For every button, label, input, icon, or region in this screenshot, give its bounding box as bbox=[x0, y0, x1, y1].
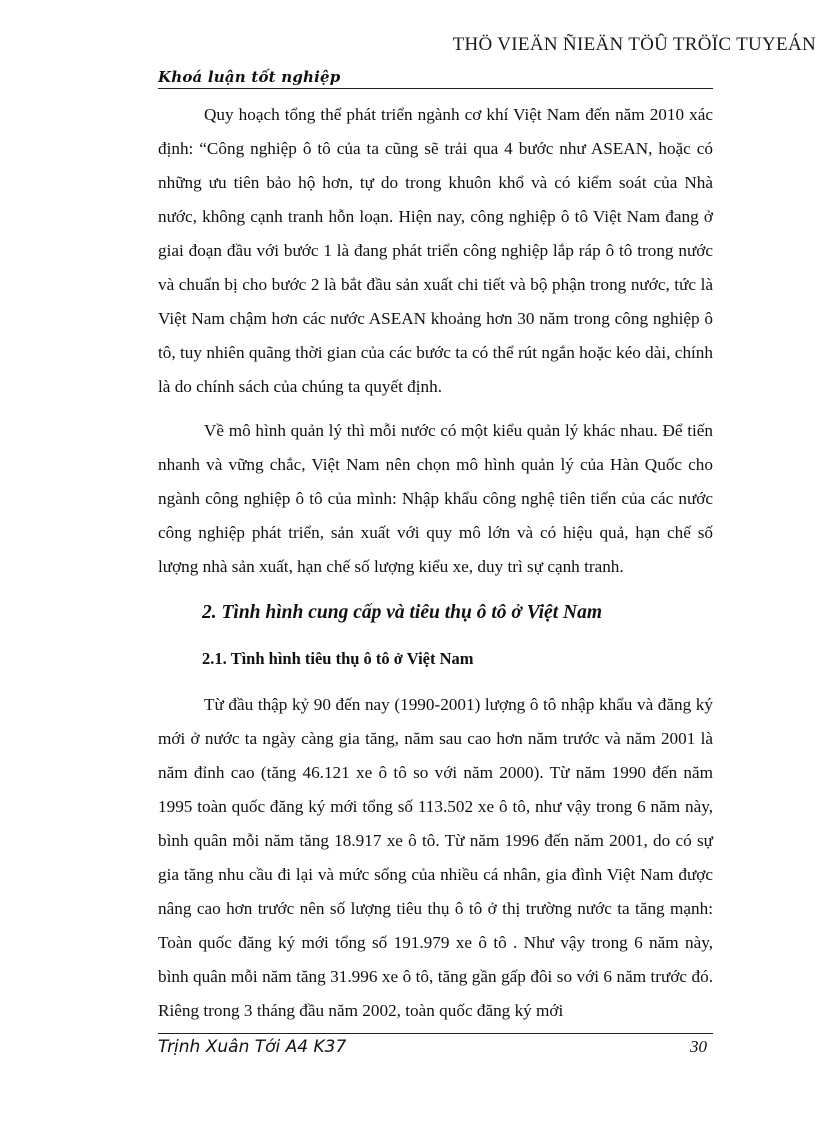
subsection-heading: 2.1. Tình hình tiêu thụ ô tô ở Việt Nam bbox=[202, 649, 474, 668]
header-label: Khoá luận tốt nghiệp bbox=[158, 68, 341, 86]
paragraph-consumption: Từ đầu thập kỷ 90 đến nay (1990-2001) lượng ô tô nhập khẩu và đăng ký mới ở nước ta ngày càng gia tăng, năm sau cao hơn năm trước và năm 2001 là năm đỉnh cao (tăng 46.121 xe ô tô so với năm 2000). Từ năm 1990 đến năm 1995 toàn quốc đăng ký mới tổng số 113.502 xe ô tô, như vậy trong 6 năm này, bình quân mỗi năm tăng 18.917 xe ô tô. Từ năm 1996 đến năm 2001, do có sự gia tăng nhu cầu đi lại và mức sống của nhiều cá nhân, gia đình Việt Nam được nâng cao hơn trước nên số lượng tiêu thụ ô tô ở thị trường nước ta tăng mạnh: Toàn quốc đăng ký mới tổng số 191.979 xe ô tô . Như vậy trong 6 năm này, bình quân mỗi năm tăng 31.996 xe ô tô, tăng gần gấp đôi so với 6 năm trước đó. Riêng trong 3 tháng đầu năm 2002, toàn quốc đăng ký mới bbox=[158, 695, 713, 1020]
paragraph-management-model: Về mô hình quản lý thì mỗi nước có một kiểu quản lý khác nhau. Để tiến nhanh và vững chắc, Việt Nam nên chọn mô hình quản lý của Hàn Quốc cho ngành công nghiệp ô tô của mình: Nhập khẩu công nghệ tiên tiến của các nước công nghiệp phát triển, sản xuất với quy mô lớn và có hiệu quả, hạn chế số lượng nhà sản xuất, hạn chế số lượng kiểu xe, duy trì sự cạnh tranh. bbox=[158, 421, 713, 576]
page-number: 30 bbox=[690, 1037, 707, 1056]
page-body bbox=[158, 88, 713, 1028]
paragraph-master-plan: Quy hoạch tổng thể phát triển ngành cơ khí Việt Nam đến năm 2010 xác định: “Công nghiệp ô tô của ta cũng sẽ trải qua 4 bước như ASEAN, hoặc có những ưu tiên bảo hộ hơn, tự do trong khuôn khổ và có kiểm soát của Nhà nước, không cạnh tranh hỗn loạn. Hiện nay, công nghiệp ô tô Việt Nam đang ở giai đoạn đầu với bước 1 là đang phát triển công nghiệp lắp ráp ô tô trong nước và chuẩn bị cho bước 2 là bắt đầu sản xuất chi tiết và bộ phận trong nước, tức là Việt Nam chậm hơn các nước ASEAN khoảng hơn 30 năm trong công nghiệp ô tô, tuy nhiên quãng thời gian của các bước ta có thể rút ngắn hoặc kéo dài, chính là do chính sách của chúng ta quyết định. bbox=[158, 105, 713, 396]
footer-rule bbox=[158, 1033, 713, 1034]
footer-author: Trịnh Xuân Tới A4 K37 bbox=[158, 1037, 347, 1057]
watermark-text: THÖ VIEÄN ÑIEÄN TÖÛ TRÖÏC TUYEÁN bbox=[452, 34, 816, 55]
section-heading: 2. Tình hình cung cấp và tiêu thụ ô tô ở Việt Nam bbox=[202, 602, 602, 623]
